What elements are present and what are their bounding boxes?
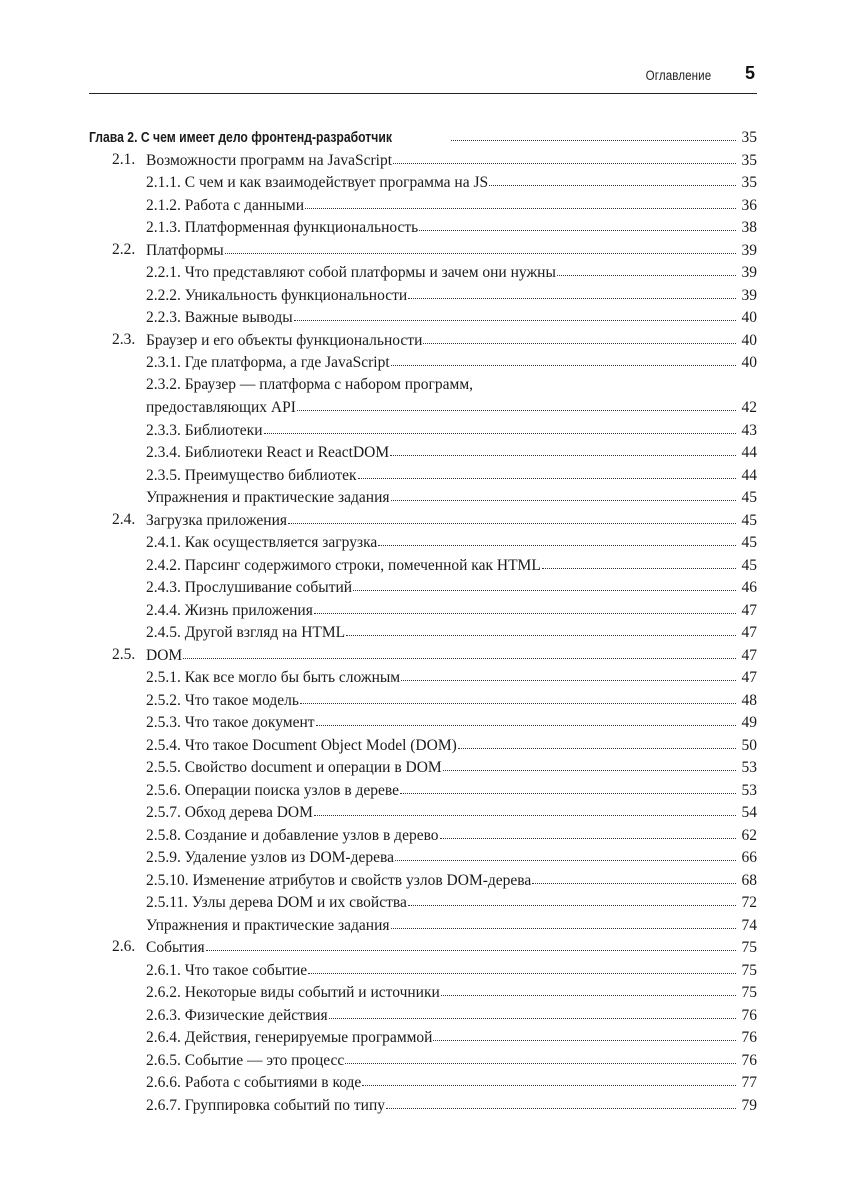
entry-page-number: 68: [741, 871, 757, 889]
entry-page-number: 45: [741, 511, 757, 529]
dot-leader: [400, 778, 736, 794]
entry-title: 2.6.5. Событие — это процесс: [146, 1050, 344, 1073]
dot-leader: [316, 710, 736, 726]
dot-leader: [390, 440, 736, 456]
entry-page-number: 35: [741, 174, 757, 191]
dot-leader: [183, 643, 736, 659]
entry-title: 2.5.5. Свойство document и операции в DOM: [146, 757, 442, 780]
section-number: 2.5.: [112, 645, 136, 663]
dot-leader: [362, 1070, 736, 1086]
dot-leader: [264, 418, 737, 434]
dot-leader: [489, 170, 736, 186]
entry-page-number: 40: [741, 309, 757, 326]
entry-page-number: 43: [741, 421, 757, 439]
entry-page-number: 39: [741, 241, 757, 259]
dot-leader: [451, 125, 736, 141]
toc-subsection-entry: [89, 1049, 757, 1072]
section-number: 2.6.: [112, 938, 136, 955]
entry-title: 2.6.4. Действия, генерируемые программой: [146, 1027, 432, 1050]
entry-title: 2.5.1. Как все могло бы быть сложным: [146, 667, 400, 690]
chapter-page: 35: [741, 129, 757, 146]
toc-subsection-entry: [89, 711, 757, 734]
toc-subsection-entry: [89, 216, 757, 239]
entry-page-number: 45: [741, 534, 757, 551]
entry-title: предоставляющих API: [146, 397, 296, 420]
dot-leader: [542, 553, 736, 569]
toc-subsection-entry: [89, 981, 757, 1004]
dot-leader: [288, 508, 736, 524]
dot-leader: [305, 193, 736, 209]
toc-subsection-entry: [89, 306, 757, 329]
dot-leader: [294, 305, 736, 321]
entry-page-number: 76: [741, 1006, 757, 1024]
dot-leader: [378, 530, 736, 546]
section-number: 2.3.: [112, 330, 136, 348]
entry-title: Упражнения и практические задания: [146, 915, 390, 938]
toc-subsection-entry: [89, 959, 757, 982]
dot-leader: [391, 350, 736, 366]
toc-subsection-entry: [89, 621, 757, 644]
entry-page-number: 54: [741, 804, 757, 821]
entry-page-number: 75: [741, 961, 757, 979]
entry-title: 2.6.2. Некоторые виды событий и источники: [146, 982, 440, 1005]
toc-subsection-entry: [89, 869, 757, 892]
toc-subsection-entry: [89, 554, 757, 577]
entry-page-number: 75: [741, 984, 757, 1001]
toc-section-entry: [89, 936, 757, 959]
entry-page-number: 44: [741, 466, 757, 484]
entry-title: Платформы: [146, 240, 224, 263]
dot-leader: [391, 913, 736, 929]
section-number: 2.4.: [112, 510, 136, 528]
entry-title: 2.3.5. Преимущество библиотек: [146, 465, 357, 488]
dot-leader: [308, 958, 736, 974]
entry-page-number: 45: [741, 556, 757, 574]
entry-page-number: 53: [741, 759, 757, 776]
dot-leader: [440, 823, 736, 839]
entry-title: 2.4.2. Парсинг содержимого строки, помеченной как HTML: [146, 555, 541, 578]
dot-leader: [443, 755, 736, 771]
toc-subsection-entry: [89, 419, 757, 442]
entry-title: События: [146, 937, 205, 960]
entry-page-number: 39: [741, 264, 757, 281]
entry-page-number: 35: [741, 151, 757, 169]
toc-section-entry: [89, 239, 757, 262]
entry-title: Загрузка приложения: [146, 510, 287, 533]
dot-leader: [314, 800, 736, 816]
dot-leader: [441, 980, 736, 996]
entry-title: 2.5.4. Что такое Document Object Model (DOM): [146, 735, 457, 758]
entry-page-number: 72: [741, 894, 757, 911]
toc-subsection-entry: [89, 194, 757, 217]
entry-page-number: 75: [741, 939, 757, 956]
entry-title: 2.5.2. Что такое модель: [146, 690, 299, 713]
entry-title: 2.2.3. Важные выводы: [146, 307, 293, 330]
dot-leader: [297, 395, 736, 411]
entry-title: 2.5.8. Создание и добавление узлов в дерево: [146, 825, 439, 848]
entry-page-number: 47: [741, 624, 757, 641]
toc-subsection-entry: [89, 756, 757, 779]
toc-subsection-entry: [89, 914, 757, 937]
entry-page-number: 36: [741, 196, 757, 214]
entry-page-number: 47: [741, 601, 757, 619]
entry-page-number: 53: [741, 781, 757, 799]
entry-page-number: 42: [741, 399, 757, 416]
dot-leader: [423, 328, 736, 344]
header-section-title: Оглавление: [645, 68, 711, 83]
toc-subsection-entry: [89, 779, 757, 802]
entry-page-number: 76: [741, 1029, 757, 1046]
entry-page-number: 47: [741, 669, 757, 686]
entry-page-number: 38: [741, 219, 757, 236]
dot-leader: [408, 890, 736, 906]
toc-subsection-entry: [89, 801, 757, 824]
entry-title: 2.4.3. Прослушивание событий: [146, 577, 352, 600]
toc-subsection-entry: [89, 531, 757, 554]
section-number: 2.2.: [112, 240, 136, 258]
entry-title: 2.3.1. Где платформа, а где JavaScript: [146, 352, 390, 375]
entry-page-number: 77: [741, 1074, 757, 1091]
toc-subsection-entry: [89, 441, 757, 464]
entry-page-number: 79: [741, 1096, 757, 1114]
entry-title: 2.4.5. Другой взгляд на HTML: [146, 622, 345, 645]
toc-subsection-entry: [89, 171, 757, 194]
toc-subsection-entry: [89, 891, 757, 914]
dot-leader: [386, 1093, 736, 1109]
toc-section-entry: [89, 644, 757, 667]
entry-page-number: 47: [741, 646, 757, 664]
toc-subsection-entry: [89, 374, 757, 419]
dot-leader: [300, 688, 736, 704]
entry-title: 2.6.6. Работа с событиями в коде: [146, 1072, 361, 1095]
dot-leader: [225, 238, 736, 254]
dot-leader: [358, 463, 736, 479]
entry-title: 2.3.3. Библиотеки: [146, 420, 263, 443]
entry-title: 2.5.6. Операции поиска узлов в дереве: [146, 780, 399, 803]
toc-subsection-entry: [89, 1026, 757, 1049]
toc-subsection-entry: [89, 689, 757, 712]
dot-leader: [433, 1025, 736, 1041]
dot-leader: [329, 1003, 736, 1019]
toc-subsection-entry: [89, 599, 757, 622]
toc-subsection-entry: [89, 464, 757, 487]
dot-leader: [391, 485, 736, 501]
entry-title: 2.3.4. Библиотеки React и ReactDOM: [146, 442, 389, 465]
toc-subsection-entry: [89, 824, 757, 847]
entry-title: Браузер и его объекты функциональности: [146, 330, 422, 353]
dot-leader: [346, 620, 736, 636]
dot-leader: [314, 598, 736, 614]
toc-subsection-entry: [89, 576, 757, 599]
entry-page-number: 76: [741, 1051, 757, 1069]
dot-leader: [401, 665, 736, 681]
entry-title: 2.4.4. Жизнь приложения: [146, 600, 313, 623]
toc-section-entry: [89, 509, 757, 532]
entry-title: Возможности программ на JavaScript: [146, 150, 392, 173]
entry-title: 2.4.1. Как осуществляется загрузка: [146, 532, 377, 555]
dot-leader: [458, 733, 736, 749]
entry-title: Упражнения и практические задания: [146, 487, 390, 510]
entry-title: 2.6.7. Группировка событий по типу: [146, 1095, 385, 1118]
toc-chapter-entry: [89, 126, 757, 149]
entry-title: 2.5.3. Что такое документ: [146, 712, 315, 735]
entry-page-number: 40: [741, 331, 757, 349]
toc-subsection-entry: [89, 666, 757, 689]
entry-page-number: 48: [741, 691, 757, 709]
entry-title: DOM: [146, 645, 182, 668]
entry-title: 2.1.1. С чем и как взаимодействует программа на JS: [146, 172, 488, 195]
toc-subsection-entry: [89, 261, 757, 284]
entry-title: 2.5.10. Изменение атрибутов и свойств узлов DOM-дерева: [146, 870, 531, 893]
entry-page-number: 49: [741, 714, 757, 731]
dot-leader: [393, 148, 736, 164]
header-page-number: 5: [744, 63, 755, 83]
entry-page-number: 74: [741, 916, 757, 934]
toc-section-entry: [89, 149, 757, 172]
toc-section-entry: [89, 329, 757, 352]
dot-leader: [408, 283, 736, 299]
toc-subsection-entry: [89, 1094, 757, 1117]
dot-leader: [557, 260, 736, 276]
table-of-contents: [89, 126, 757, 1116]
entry-title: 2.5.9. Удаление узлов из DOM-дерева: [146, 847, 394, 870]
running-header: [89, 62, 757, 94]
dot-leader: [353, 575, 736, 591]
entry-page-number: 44: [741, 444, 757, 461]
toc-subsection-entry: [89, 1071, 757, 1094]
toc-subsection-entry: [89, 486, 757, 509]
entry-title-first-line: 2.3.2. Браузер — платформа с набором программ,: [146, 375, 474, 393]
entry-page-number: 39: [741, 286, 757, 304]
toc-subsection-entry: [89, 846, 757, 869]
dot-leader: [395, 845, 736, 861]
entry-title: 2.6.3. Физические действия: [146, 1005, 328, 1028]
dot-leader: [345, 1048, 736, 1064]
entry-title: 2.2.1. Что представляют собой платформы и зачем они нужны: [146, 262, 556, 285]
dot-leader: [532, 868, 736, 884]
entry-title: 2.2.2. Уникальность функциональности: [146, 285, 407, 308]
toc-subsection-entry: [89, 734, 757, 757]
entry-page-number: 45: [741, 489, 757, 506]
dot-leader: [206, 935, 736, 951]
toc-subsection-entry: [89, 351, 757, 374]
chapter-title: Глава 2. С чем имеет дело фронтенд-разработчик: [89, 127, 450, 150]
dot-leader: [419, 215, 736, 231]
entry-page-number: 62: [741, 826, 757, 844]
entry-page-number: 46: [741, 579, 757, 596]
toc-subsection-entry: [89, 1004, 757, 1027]
entry-title: 2.5.11. Узлы дерева DOM и их свойства: [146, 892, 407, 915]
section-number: 2.1.: [112, 150, 136, 168]
entry-page-number: 50: [741, 736, 757, 754]
entry-page-number: 40: [741, 354, 757, 371]
entry-title: 2.1.3. Платформенная функциональность: [146, 217, 418, 240]
entry-title: 2.1.2. Работа с данными: [146, 195, 304, 218]
toc-subsection-entry: [89, 284, 757, 307]
entry-title: 2.5.7. Обход дерева DOM: [146, 802, 313, 825]
entry-page-number: 66: [741, 849, 757, 866]
entry-title: 2.6.1. Что такое событие: [146, 960, 307, 983]
